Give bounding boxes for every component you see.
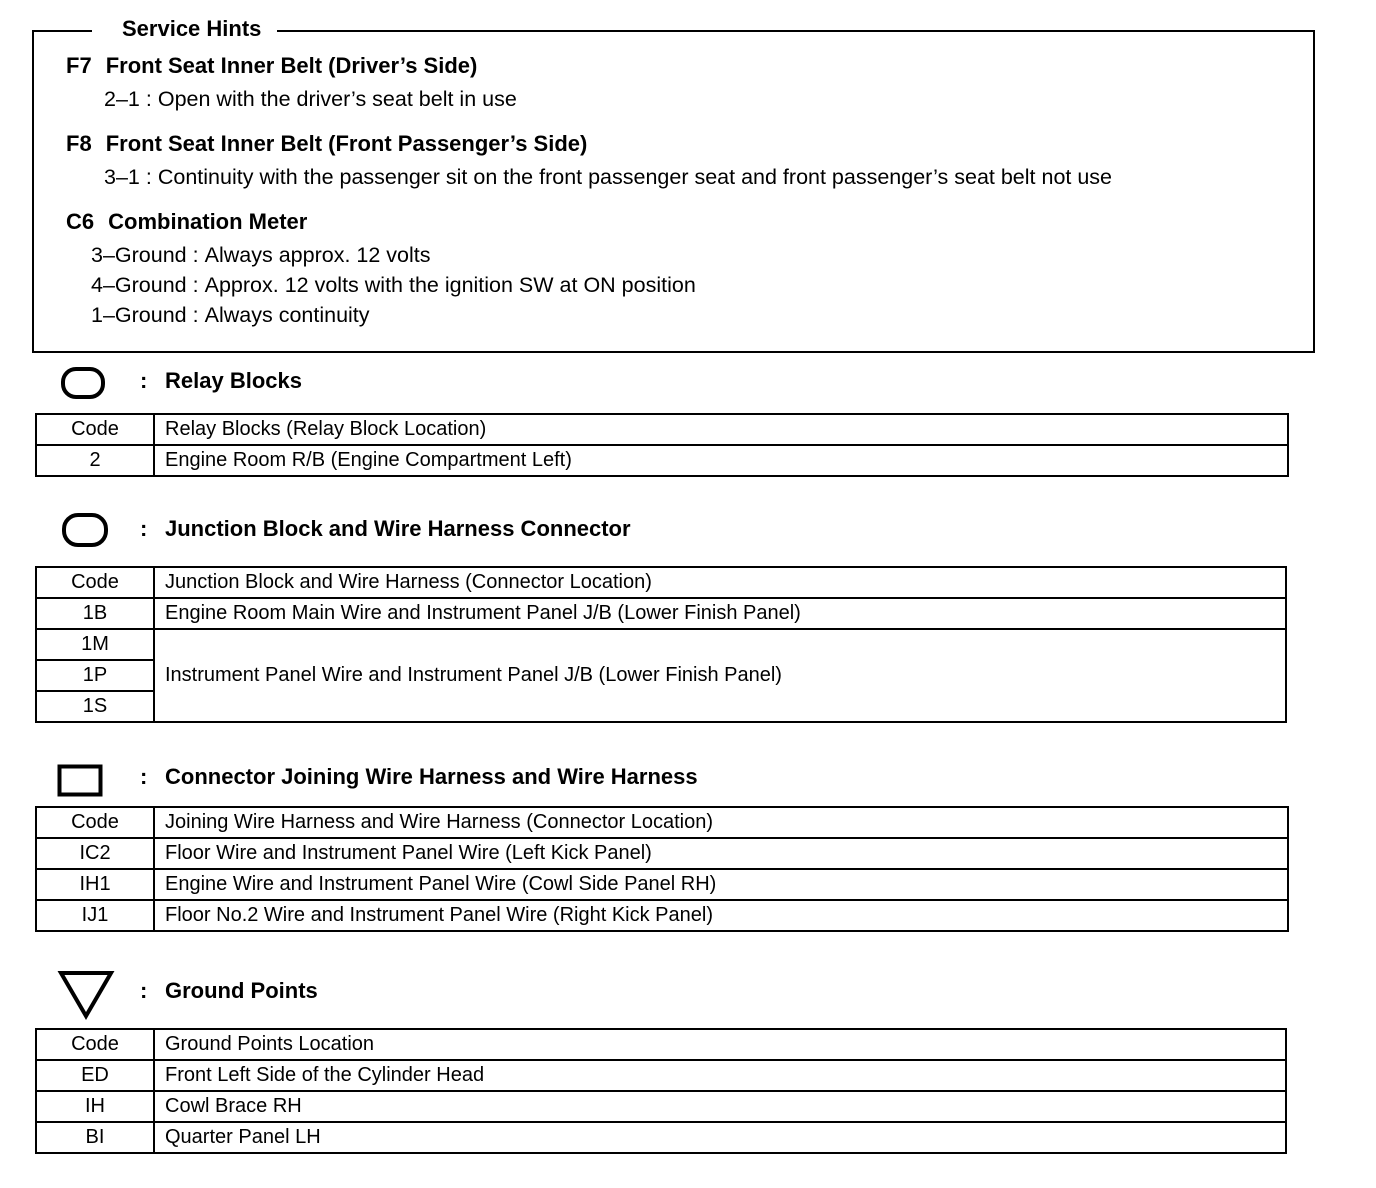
code-cell: 1B bbox=[36, 598, 154, 629]
table-row bbox=[36, 1091, 1286, 1122]
code-header: Code bbox=[36, 1029, 154, 1060]
location-cell: Engine Room R/B (Engine Compartment Left) bbox=[154, 445, 1288, 476]
hint-term: 1–Ground bbox=[91, 303, 187, 327]
table-header-row bbox=[36, 567, 1286, 598]
hint-desc: Open with the driver’s seat belt in use bbox=[157, 87, 517, 111]
code-cell: IH1 bbox=[36, 869, 154, 900]
table-header-row bbox=[36, 1029, 1286, 1060]
relay-blocks-header bbox=[0, 364, 1300, 404]
table-row bbox=[36, 1060, 1286, 1091]
connector-code: F7 bbox=[66, 53, 92, 78]
section-title: Junction Block and Wire Harness Connector bbox=[165, 516, 631, 541]
connector-name: Front Seat Inner Belt (Driver’s Side) bbox=[105, 53, 478, 78]
location-header: Ground Points Location bbox=[154, 1029, 1286, 1060]
table-header-row bbox=[36, 807, 1288, 838]
hint-desc: Continuity with the passenger sit on the front passenger seat and front passenger’s seat belt not use bbox=[157, 165, 1113, 189]
code-cell: IH bbox=[36, 1091, 154, 1122]
location-cell: Floor No.2 Wire and Instrument Panel Wire (Right Kick Panel) bbox=[154, 900, 1288, 931]
code-cell: IJ1 bbox=[36, 900, 154, 931]
code-header: Code bbox=[36, 807, 154, 838]
table-row bbox=[36, 1122, 1286, 1153]
colon: : bbox=[140, 368, 148, 393]
table-row bbox=[36, 838, 1288, 869]
connector-name: Front Seat Inner Belt (Front Passenger’s Side) bbox=[105, 131, 588, 156]
junction-block-header bbox=[0, 512, 1300, 552]
hint-term: 3–1 bbox=[104, 165, 140, 189]
ground-points-header bbox=[0, 968, 1300, 1008]
hint-group-heading bbox=[66, 52, 477, 80]
table-row bbox=[36, 445, 1288, 476]
location-header: Relay Blocks (Relay Block Location) bbox=[154, 414, 1288, 445]
colon: : bbox=[140, 516, 148, 541]
table-header-row bbox=[36, 414, 1288, 445]
service-hints-title: Service Hints bbox=[92, 14, 277, 44]
ground-points-table bbox=[35, 1028, 1287, 1154]
rounded-rect-icon bbox=[61, 367, 105, 401]
junction-block-table bbox=[35, 566, 1287, 723]
hint-line: 2–1 : Open with the driver’s seat belt in use bbox=[104, 87, 517, 111]
hint-line: 3–Ground : Always approx. 12 volts bbox=[91, 243, 431, 267]
table-row bbox=[36, 629, 1286, 660]
location-header: Junction Block and Wire Harness (Connector Location) bbox=[154, 567, 1286, 598]
hint-line: 1–Ground : Always continuity bbox=[91, 303, 370, 327]
code-cell: 1S bbox=[36, 691, 154, 722]
section-title: Relay Blocks bbox=[165, 368, 302, 393]
code-header: Code bbox=[36, 414, 154, 445]
code-cell: 1P bbox=[36, 660, 154, 691]
rounded-rect-icon bbox=[62, 512, 108, 550]
down-triangle-icon bbox=[56, 968, 116, 1022]
code-cell: IC2 bbox=[36, 838, 154, 869]
location-cell: Quarter Panel LH bbox=[154, 1122, 1286, 1153]
location-cell: Cowl Brace RH bbox=[154, 1091, 1286, 1122]
hint-group-heading bbox=[66, 130, 587, 158]
section-title: Ground Points bbox=[165, 978, 318, 1003]
hint-term: 4–Ground bbox=[91, 273, 187, 297]
connector-name: Combination Meter bbox=[108, 209, 308, 234]
hint-desc: Always continuity bbox=[204, 303, 370, 327]
location-cell: Floor Wire and Instrument Panel Wire (Left Kick Panel) bbox=[154, 838, 1288, 869]
code-cell: 2 bbox=[36, 445, 154, 476]
table-row bbox=[36, 598, 1286, 629]
code-cell: BI bbox=[36, 1122, 154, 1153]
hint-term: 2–1 bbox=[104, 87, 140, 111]
hint-desc: Approx. 12 volts with the ignition SW at ON position bbox=[204, 273, 696, 297]
connector-code: C6 bbox=[66, 209, 95, 234]
location-header: Joining Wire Harness and Wire Harness (Connector Location) bbox=[154, 807, 1288, 838]
location-cell: Engine Wire and Instrument Panel Wire (Cowl Side Panel RH) bbox=[154, 869, 1288, 900]
joining-connector-table bbox=[35, 806, 1289, 932]
hint-group-heading bbox=[66, 208, 307, 236]
colon: : bbox=[140, 978, 148, 1003]
hint-term: 3–Ground bbox=[91, 243, 187, 267]
code-cell: 1M bbox=[36, 629, 154, 660]
joining-connector-header bbox=[0, 760, 1300, 800]
colon: : bbox=[140, 764, 148, 789]
location-cell: Front Left Side of the Cylinder Head bbox=[154, 1060, 1286, 1091]
relay-blocks-table bbox=[35, 413, 1289, 477]
square-icon bbox=[57, 764, 103, 798]
table-row bbox=[36, 869, 1288, 900]
section-title: Connector Joining Wire Harness and Wire Harness bbox=[165, 764, 698, 789]
hint-line: 3–1 : Continuity with the passenger sit on the front passenger seat and front passenger’s seat belt not use bbox=[104, 165, 1113, 189]
code-header: Code bbox=[36, 567, 154, 598]
location-cell: Engine Room Main Wire and Instrument Panel J/B (Lower Finish Panel) bbox=[154, 598, 1286, 629]
hint-line: 4–Ground : Approx. 12 volts with the ignition SW at ON position bbox=[91, 273, 696, 297]
location-cell: Instrument Panel Wire and Instrument Panel J/B (Lower Finish Panel) bbox=[154, 629, 1286, 722]
connector-code: F8 bbox=[66, 131, 92, 156]
code-cell: ED bbox=[36, 1060, 154, 1091]
table-row bbox=[36, 900, 1288, 931]
hint-desc: Always approx. 12 volts bbox=[204, 243, 431, 267]
